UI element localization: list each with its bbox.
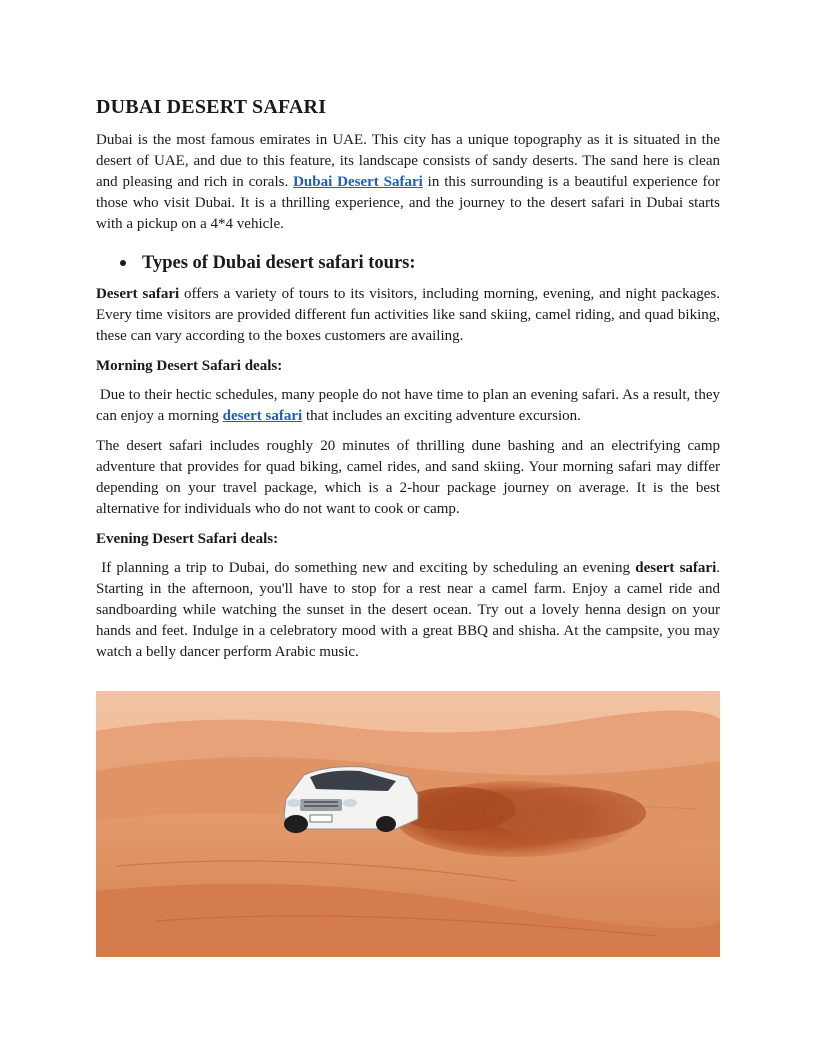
desert-safari-link[interactable]: desert safari [222, 408, 303, 424]
evening-bold-desert-safari: desert safari [635, 560, 717, 576]
dubai-desert-safari-link[interactable]: Dubai Desert Safari [293, 174, 423, 190]
morning-heading: Morning Desert Safari deals: [96, 358, 283, 374]
tours-heading-text: Types of Dubai desert safari tours: [142, 253, 416, 273]
morning-paragraph-2: The desert safari includes roughly 20 minutes of thrilling dune bashing and an electrifying camp adventure that provides for quad biking, camel rides, and sand skiing. Your morning safari may differ depending on your travel package, which is a 2-hour package journey on average. It is the best alternative for individuals who do not want to cook or camp. [96, 438, 720, 517]
tours-text: offers a variety of tours to its visitors, including morning, evening, and night packages. Every time visitors are provided different fun activities like sand skiing, camel riding, and quad biking, these can vary according to the boxes customers are availing. [96, 286, 720, 344]
evening-text-before-bold: If planning a trip to Dubai, do something new and exciting by scheduling an evening [96, 560, 636, 576]
tours-bold-lead: Desert safari [96, 286, 180, 302]
tours-paragraph [96, 284, 720, 347]
document-body [96, 95, 724, 672]
intro-text-before-link: Dubai is the most famous emirates in UAE. This city has a unique topography as it is situated in the desert of UAE, and due to this feature, its landscape consists of sandy deserts. The sand here is clean and pleasing and rich in corals. [96, 132, 720, 190]
evening-paragraph [96, 558, 720, 663]
morning-paragraph-1 [96, 385, 724, 427]
morning-text-before-link: Due to their hectic schedules, many people do not have time to plan an evening safari. As a result, they can enjoy a morning [96, 387, 724, 424]
bullet-icon [120, 260, 126, 266]
page-title: DUBAI DESERT SAFARI [96, 96, 327, 118]
evening-heading: Evening Desert Safari deals: [96, 531, 279, 547]
suv-vehicle [284, 767, 418, 833]
desert-safari-photo [96, 691, 720, 957]
intro-paragraph [96, 130, 720, 235]
morning-text-after-link: that includes an exciting adventure excursion. [302, 408, 581, 424]
intro-text-after-link: in this surrounding is a beautiful experience for those who visit Dubai. It is a thrilling experience, and the journey to the desert safari in Dubai starts with a pickup on a 4*4 vehicle. [96, 174, 720, 232]
evening-text-after-bold: . Starting in the afternoon, you'll have to stop for a rest near a camel farm. Enjoy a camel ride and sandboarding while watching the sunset in the desert ocean. Try out a lovely henna design on your hands and feet. Indulge in a celebratory mood with a great BBQ and shisha. At the campsite, you may watch a belly dancer perform Arabic music. [96, 560, 720, 660]
tours-heading [96, 251, 720, 275]
